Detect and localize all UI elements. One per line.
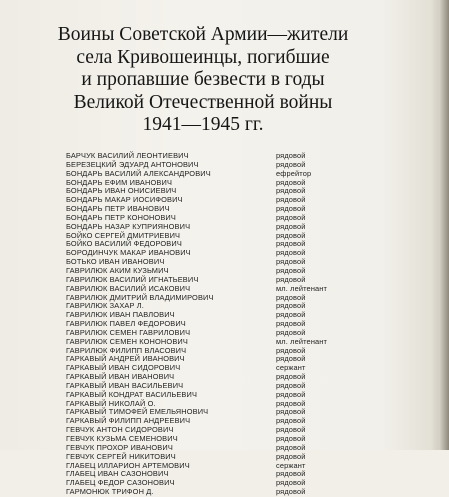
title-line: Великой Отечественной войны [73, 91, 333, 113]
list-item [66, 479, 356, 488]
soldier-rank: рядовой [276, 292, 306, 302]
soldier-rank: мл. лейтенант [276, 283, 328, 293]
soldier-name: ГЛАБЕЦ ИВАН САЗОНОВИЧ [66, 469, 169, 479]
soldier-name: БОНДАРЬ НАЗАР КУПРИЯНОВИЧ [66, 221, 191, 231]
soldier-name: БОЙКО ВАСИЛИЙ ФЕДОРОВИЧ [66, 239, 182, 249]
soldier-rank: рядовой [276, 239, 306, 249]
page-title [38, 24, 368, 137]
list-item [66, 444, 356, 453]
soldier-name: ГАВРИЛЮК ВАСИЛИЙ ИГНАТЬЕВИЧ [66, 274, 199, 284]
soldier-name: ГЕВЧУК ПРОХОР ИВАНОВИЧ [66, 442, 173, 452]
soldier-rank: рядовой [276, 398, 306, 408]
soldier-name: ГАВРИЛЮК ВАСИЛИЙ ИСАКОВИЧ [66, 283, 191, 293]
soldier-rank: рядовой [276, 451, 306, 461]
soldier-rank: рядовой [276, 221, 306, 231]
soldier-name: ГАРКАВЫЙ АНДРЕЙ ИВАНОВИЧ [66, 354, 185, 364]
soldier-name: БОНДАРЬ ВАСИЛИЙ АЛЕКСАНДРОВИЧ [66, 168, 211, 178]
soldier-name: БОНДАРЬ ПЕТР КОНОНОВИЧ [66, 212, 176, 222]
soldier-name: БОЙКО СЕРГЕЙ ДМИТРИЕВИЧ [66, 230, 181, 240]
soldier-name: ГАВРИЛЮК АКИМ КУЗЬМИЧ [66, 265, 169, 275]
soldier-rank: рядовой [276, 469, 306, 479]
soldier-rank: рядовой [276, 212, 306, 222]
soldier-rank: рядовой [276, 230, 306, 240]
soldier-name: БОНДАРЬ ПЕТР ИВАНОВИЧ [66, 204, 170, 214]
soldier-name: ГАВРИЛЮК ЗАХАР Л. [66, 301, 144, 311]
soldier-rank: рядовой [276, 327, 306, 337]
soldier-rank: рядовой [276, 257, 306, 267]
list-item [66, 453, 356, 462]
memorial-list [66, 152, 356, 497]
soldier-name: ГАРКАВЫЙ ИВАН ИВАНОВИЧ [66, 372, 175, 382]
soldier-rank: рядовой [276, 195, 306, 205]
soldier-name: ГАРКАВЫЙ ИВАН СИДОРОВИЧ [66, 363, 181, 373]
title-line: и пропавшие безвести в годы [81, 69, 325, 90]
title-years: 1941—1945 гг. [142, 114, 264, 135]
soldier-rank: рядовой [276, 265, 306, 275]
soldier-rank: рядовой [276, 177, 306, 187]
soldier-rank: рядовой [276, 389, 306, 399]
soldier-name: ГАРКАВЫЙ КОНДРАТ ВАСИЛЬЕВИЧ [66, 389, 198, 399]
soldier-rank: рядовой [276, 301, 306, 311]
soldier-rank: рядовой [276, 186, 306, 196]
soldier-rank: рядовой [276, 345, 306, 355]
soldier-rank: рядовой [276, 319, 306, 329]
soldier-name: ГАРКАВЫЙ НИКОЛАЙ О. [66, 398, 156, 408]
soldier-name: БАРЧУК ВАСИЛИЙ ЛЕОНТИЕВИЧ [66, 151, 189, 160]
soldier-rank: рядовой [276, 248, 306, 258]
soldier-name: ГАВРИЛЮК ФИЛИПП ВЛАСОВИЧ [66, 345, 187, 355]
title-line: села Кривошеинцы, погибшие [76, 46, 330, 68]
soldier-rank: рядовой [276, 159, 306, 169]
list-item [66, 462, 356, 471]
soldier-name: БОРОДИНЧУК МАКАР ИВАНОВИЧ [66, 248, 191, 258]
soldier-rank: рядовой [276, 416, 306, 426]
soldier-rank: рядовой [276, 425, 306, 435]
soldier-name: БОТЬКО ИВАН ИВАНОВИЧ [66, 257, 165, 267]
soldier-name: БЕРЕЗЕЦКИЙ ЭДУАРД АНТОНОВИЧ [66, 159, 199, 169]
soldier-rank: рядовой [276, 151, 306, 160]
list-item [66, 488, 356, 497]
soldier-name: БОНДАРЬ ЕФИМ ИВАНОВИЧ [66, 177, 173, 187]
page-edge-shadow [439, 0, 449, 450]
soldier-rank: рядовой [276, 442, 306, 452]
soldier-name: ГЕВЧУК АНТОН СИДОРОВИЧ [66, 425, 174, 435]
soldier-name: ГАРКАВЫЙ ТИМОФЕЙ ЕМЕЛЬЯНОВИЧ [66, 407, 209, 417]
soldier-name: ГЛАБЕЦ ИЛЛАРИОН АРТЕМОВИЧ [66, 460, 190, 470]
soldier-rank: ефрейтор [276, 168, 312, 178]
soldier-rank: рядовой [276, 478, 306, 488]
soldier-rank: сержант [276, 460, 306, 470]
soldier-name: ГАВРИЛЮК СЕМЕН ГАВРИЛОВИЧ [66, 327, 191, 337]
soldier-rank: рядовой [276, 487, 306, 497]
soldier-name: ГАВРИЛЮК ДМИТРИЙ ВЛАДИМИРОВИЧ [66, 292, 214, 302]
soldier-name: ГАРКАВЫЙ ИВАН ВАСИЛЬЕВИЧ [66, 380, 184, 390]
soldier-name: ГАРКАВЫЙ ФИЛИПП АНДРЕЕВИЧ [66, 416, 191, 426]
soldier-name: БОНДАРЬ МАКАР ИОСИФОВИЧ [66, 195, 183, 205]
soldier-rank: рядовой [276, 274, 306, 284]
soldier-name: БОНДАРЬ ИВАН ОНИСИЕВИЧ [66, 186, 177, 196]
soldier-rank: рядовой [276, 434, 306, 443]
soldier-name: ГАВРИЛЮК ИВАН ПАВЛОВИЧ [66, 310, 175, 320]
soldier-name: ГЕВЧУК КУЗЬМА СЕМЕНОВИЧ [66, 434, 178, 443]
soldier-rank: сержант [276, 363, 306, 373]
soldier-name: ГЕВЧУК СЕРГЕЙ НИКИТОВИЧ [66, 451, 176, 461]
soldier-rank: рядовой [276, 204, 306, 214]
soldier-name: ГАРМОНЮК ТРИФОН Д. [66, 487, 154, 497]
soldier-name: ГАВРИЛЮК СЕМЕН КОНОНОВИЧ [66, 336, 188, 346]
list-item [66, 470, 356, 479]
soldier-name: ГЛАБЕЦ ФЕДОР САЗОНОВИЧ [66, 478, 175, 488]
soldier-rank: рядовой [276, 380, 306, 390]
soldier-rank: рядовой [276, 310, 306, 320]
soldier-rank: рядовой [276, 407, 306, 417]
soldier-name: ГАВРИЛЮК ПАВЕЛ ФЕДОРОВИЧ [66, 319, 186, 329]
soldier-rank: мл. лейтенант [276, 336, 328, 346]
soldier-rank: рядовой [276, 372, 306, 382]
title-line: Воины Советской Армии—жители [57, 24, 349, 45]
soldier-rank: рядовой [276, 354, 306, 364]
